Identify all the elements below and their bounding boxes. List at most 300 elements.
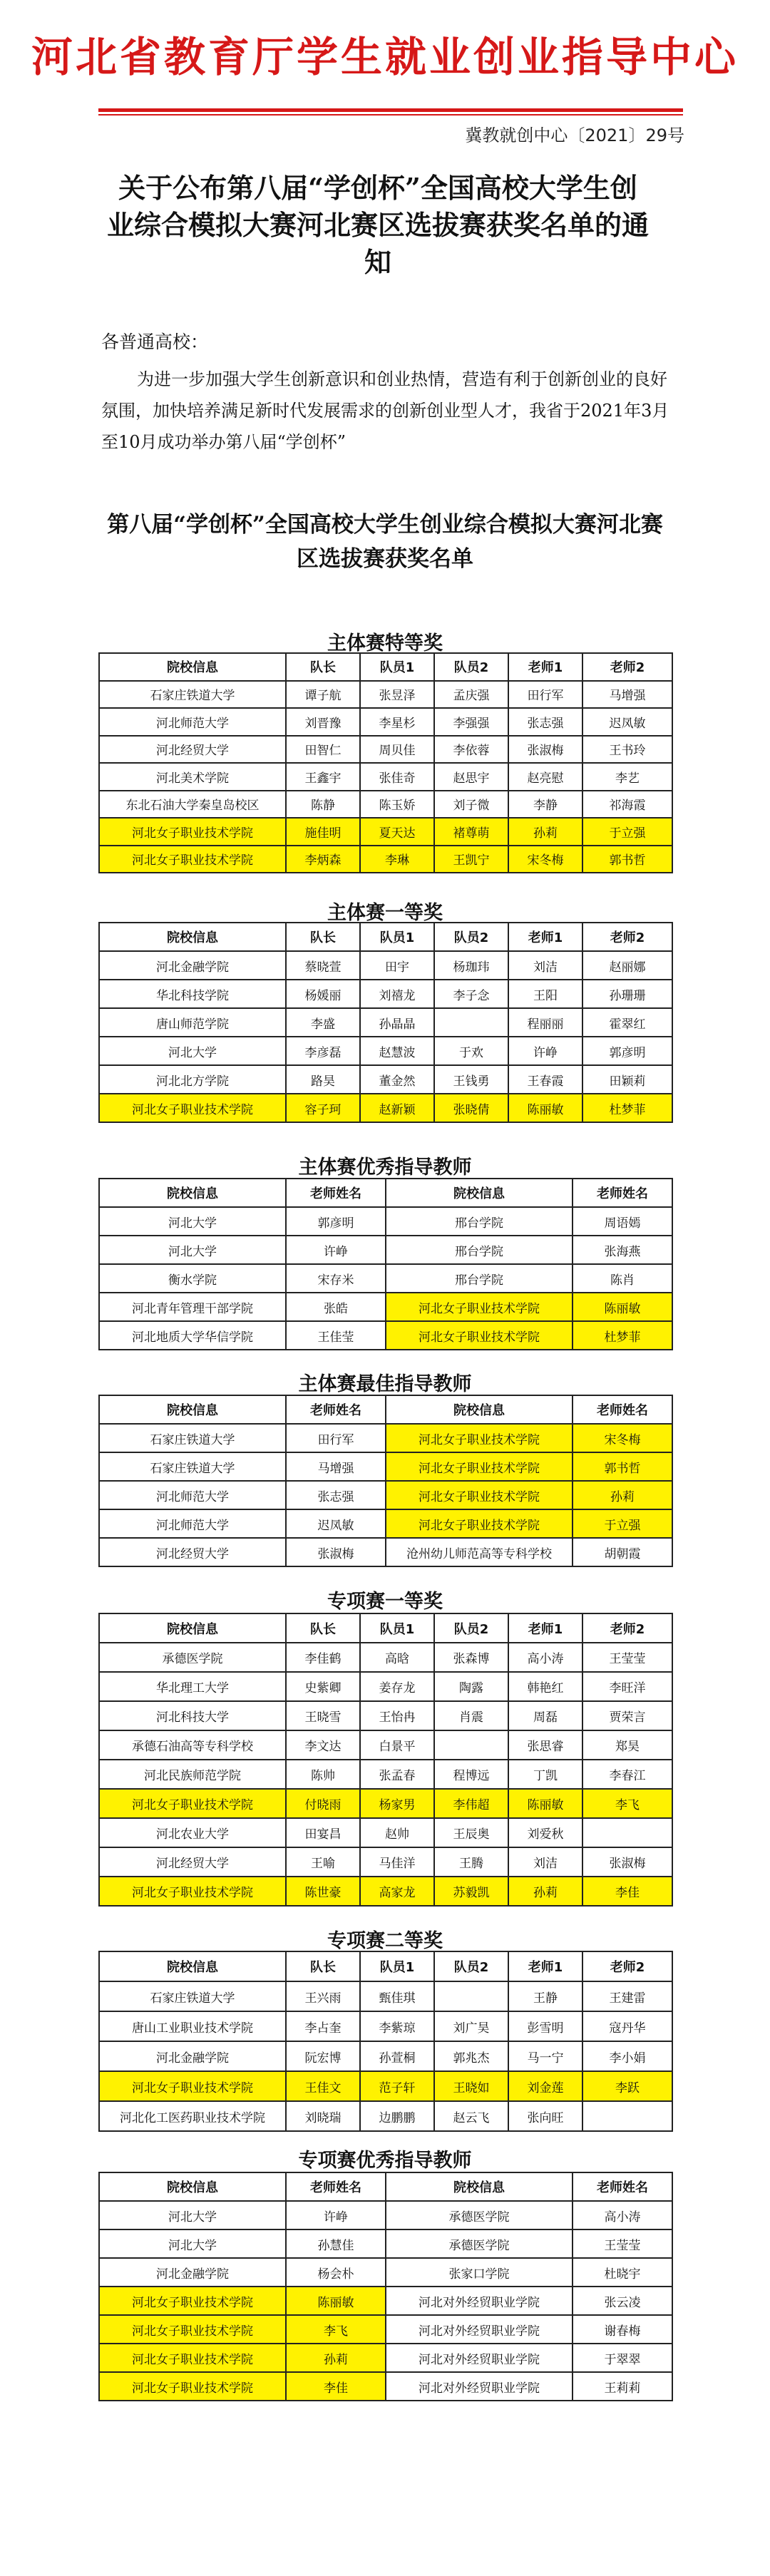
name-cell: 郑昊	[582, 1730, 672, 1760]
table-row	[99, 1847, 672, 1877]
name-cell: 高小涛	[508, 1643, 582, 1672]
table-row	[99, 1094, 672, 1122]
school-cell: 河北女子职业技术学院	[99, 2344, 286, 2372]
column-header: 院校信息	[99, 1395, 286, 1424]
teacher-table	[98, 2172, 673, 2401]
name-cell: 甄佳琪	[360, 1981, 434, 2011]
school-cell: 河北对外经贸职业学院	[386, 2344, 573, 2372]
name-cell: 张森博	[434, 1643, 508, 1672]
name-cell: 王阳	[508, 980, 582, 1008]
name-cell: 于欢	[434, 1037, 508, 1065]
name-cell: 王晓如	[434, 2071, 508, 2101]
table-row	[99, 2315, 672, 2344]
name-cell: 杨家男	[360, 1789, 434, 1818]
table-row	[99, 1321, 672, 1350]
school-cell: 河北女子职业技术学院	[386, 1321, 573, 1350]
teacher-name-cell: 宋冬梅	[573, 1424, 672, 1452]
column-header: 老师1	[508, 923, 582, 951]
school-cell: 邢台学院	[386, 1207, 573, 1236]
table-row	[99, 1207, 672, 1236]
teacher-name-cell: 李佳	[286, 2372, 386, 2401]
column-header: 队员2	[434, 653, 508, 681]
school-cell: 河北对外经贸职业学院	[386, 2372, 573, 2401]
table-row	[99, 1008, 672, 1037]
name-cell: 刘晋豫	[286, 708, 360, 736]
school-cell: 河北女子职业技术学院	[386, 1452, 573, 1481]
school-cell: 河北经贸大学	[99, 1538, 286, 1566]
school-cell: 河北金融学院	[99, 2258, 286, 2287]
clipped-table-wrap	[0, 1951, 770, 2136]
teacher-name-cell: 田行军	[286, 1424, 386, 1452]
name-cell: 田智仁	[286, 736, 360, 764]
school-cell: 沧州幼儿师范高等专科学校	[386, 1538, 573, 1566]
column-header: 老师姓名	[286, 1395, 386, 1424]
name-cell: 蔡晓萱	[286, 951, 360, 980]
column-header: 老师1	[508, 1613, 582, 1643]
name-cell: 边鹏鹏	[360, 2101, 434, 2131]
name-cell: 陈丽敏	[508, 1094, 582, 1122]
name-cell: 程博远	[434, 1760, 508, 1789]
teacher-name-cell: 胡朝霞	[573, 1538, 672, 1566]
name-cell: 马一宁	[508, 2041, 582, 2071]
name-cell: 迟凤敏	[582, 708, 672, 736]
teacher-name-cell: 杜梦菲	[573, 1321, 672, 1350]
name-cell: 李艺	[582, 763, 672, 791]
column-header: 院校信息	[99, 1613, 286, 1643]
table-header-row	[99, 1951, 672, 1981]
table-row	[99, 1643, 672, 1672]
school-cell: 河北师范大学	[99, 1481, 286, 1509]
column-header: 老师姓名	[573, 2172, 672, 2201]
table-row	[99, 980, 672, 1008]
teacher-name-cell: 许峥	[286, 2201, 386, 2229]
school-cell: 河北民族师范学院	[99, 1760, 286, 1789]
name-cell: 李佳鹤	[286, 1643, 360, 1672]
teacher-name-cell: 高小涛	[573, 2201, 672, 2229]
school-cell: 河北对外经贸职业学院	[386, 2315, 573, 2344]
teacher-name-cell: 马增强	[286, 1452, 386, 1481]
column-header: 院校信息	[99, 2172, 286, 2201]
name-cell: 李依蓉	[434, 736, 508, 764]
name-cell: 夏天达	[360, 818, 434, 846]
table-row	[99, 1037, 672, 1065]
table-row	[99, 1424, 672, 1452]
table-row	[99, 1481, 672, 1509]
name-cell: 王书玲	[582, 736, 672, 764]
name-cell: 陈静	[286, 791, 360, 819]
red-divider-thick	[98, 108, 683, 112]
table-row	[99, 846, 672, 873]
name-cell: 赵思宇	[434, 763, 508, 791]
table-row	[99, 708, 672, 736]
table-row	[99, 1509, 672, 1538]
teacher-name-cell: 郭彦明	[286, 1207, 386, 1236]
school-cell: 邢台学院	[386, 1236, 573, 1264]
name-cell: 李春江	[582, 1760, 672, 1789]
school-cell: 河北师范大学	[99, 708, 286, 736]
column-header: 队长	[286, 923, 360, 951]
name-cell: 褚尊萌	[434, 818, 508, 846]
award-table	[98, 1951, 673, 2132]
section-title: 主体赛特等奖	[327, 632, 443, 655]
school-cell: 河北女子职业技术学院	[99, 846, 286, 873]
name-cell: 李小娟	[582, 2041, 672, 2071]
teacher-name-cell: 杨会朴	[286, 2258, 386, 2287]
name-cell: 张晓倩	[434, 1094, 508, 1122]
name-cell: 高家龙	[360, 1877, 434, 1906]
name-cell: 付晓雨	[286, 1789, 360, 1818]
column-header: 老师1	[508, 1951, 582, 1981]
school-cell: 河北化工医药职业技术学院	[99, 2101, 286, 2131]
name-cell: 张淑梅	[508, 736, 582, 764]
column-header: 院校信息	[99, 1951, 286, 1981]
column-header: 队长	[286, 1951, 360, 1981]
name-cell: 李文达	[286, 1730, 360, 1760]
table-header-row	[99, 2172, 672, 2201]
name-cell: 马增强	[582, 681, 672, 709]
school-cell: 邢台学院	[386, 1264, 573, 1293]
school-cell: 河北女子职业技术学院	[99, 1789, 286, 1818]
school-cell: 河北女子职业技术学院	[386, 1481, 573, 1509]
name-cell: 陈帅	[286, 1760, 360, 1789]
teacher-name-cell: 王莹莹	[573, 2229, 672, 2258]
name-cell: 赵丽娜	[582, 951, 672, 980]
school-cell: 唐山工业职业技术学院	[99, 2011, 286, 2041]
column-header: 队长	[286, 1613, 360, 1643]
name-cell: 肖震	[434, 1701, 508, 1730]
name-cell: 韩艳红	[508, 1672, 582, 1701]
school-cell: 唐山师范学院	[99, 1008, 286, 1037]
column-header: 老师1	[508, 653, 582, 681]
school-cell: 石家庄铁道大学	[99, 1981, 286, 2011]
name-cell: 王凯宁	[434, 846, 508, 873]
name-cell: 李跃	[582, 2071, 672, 2101]
name-cell: 李彦磊	[286, 1037, 360, 1065]
name-cell: 李飞	[582, 1789, 672, 1818]
table-header-row	[99, 1179, 672, 1207]
name-cell	[434, 1008, 508, 1037]
name-cell: 田宇	[360, 951, 434, 980]
name-cell: 杜梦菲	[582, 1094, 672, 1122]
school-cell: 河北农业大学	[99, 1818, 286, 1847]
column-header: 老师姓名	[573, 1179, 672, 1207]
school-cell: 河北科技大学	[99, 1701, 286, 1730]
name-cell: 彭雪明	[508, 2011, 582, 2041]
table-row	[99, 1818, 672, 1847]
table-row	[99, 791, 672, 819]
column-header: 老师2	[582, 1951, 672, 1981]
table-row	[99, 1701, 672, 1730]
school-cell: 河北地质大学华信学院	[99, 1321, 286, 1350]
award-table	[98, 652, 673, 873]
school-cell: 华北理工大学	[99, 1672, 286, 1701]
table-row	[99, 1730, 672, 1760]
teacher-name-cell: 于翠翠	[573, 2344, 672, 2372]
teacher-name-cell: 陈丽敏	[573, 1293, 672, 1321]
teacher-name-cell: 王莉莉	[573, 2372, 672, 2401]
column-header: 老师姓名	[286, 1179, 386, 1207]
school-cell: 河北经贸大学	[99, 1847, 286, 1877]
name-cell: 李旺洋	[582, 1672, 672, 1701]
school-cell: 石家庄铁道大学	[99, 1424, 286, 1452]
school-cell: 河北大学	[99, 1037, 286, 1065]
name-cell: 孙晶晶	[360, 1008, 434, 1037]
teacher-name-cell: 孙莉	[573, 1481, 672, 1509]
teacher-name-cell: 孙慧佳	[286, 2229, 386, 2258]
school-cell: 承德医学院	[386, 2229, 573, 2258]
name-cell: 程丽丽	[508, 1008, 582, 1037]
name-cell: 王莹莹	[582, 1643, 672, 1672]
name-cell: 王兴雨	[286, 1981, 360, 2011]
section-title: 主体赛一等奖	[327, 902, 443, 924]
name-cell: 刘洁	[508, 951, 582, 980]
teacher-name-cell: 张云凌	[573, 2287, 672, 2315]
school-cell: 河北大学	[99, 2229, 286, 2258]
school-cell: 河北女子职业技术学院	[99, 818, 286, 846]
name-cell: 郭兆杰	[434, 2041, 508, 2071]
column-header: 院校信息	[386, 1179, 573, 1207]
column-header: 老师2	[582, 1613, 672, 1643]
school-cell: 河北女子职业技术学院	[99, 2315, 286, 2344]
name-cell: 丁凯	[508, 1760, 582, 1789]
teacher-name-cell: 张志强	[286, 1481, 386, 1509]
teacher-name-cell: 李飞	[286, 2315, 386, 2344]
column-header: 院校信息	[99, 923, 286, 951]
name-cell: 周贝佳	[360, 736, 434, 764]
name-cell: 李占奎	[286, 2011, 360, 2041]
name-cell: 范子轩	[360, 2071, 434, 2101]
table-row	[99, 763, 672, 791]
column-header: 队员2	[434, 1951, 508, 1981]
name-cell: 容子珂	[286, 1094, 360, 1122]
name-cell: 陈丽敏	[508, 1789, 582, 1818]
school-cell: 河北青年管理干部学院	[99, 1293, 286, 1321]
table-row	[99, 2201, 672, 2229]
salutation: 各普通高校：	[101, 332, 209, 352]
name-cell: 刘子微	[434, 791, 508, 819]
school-cell: 河北金融学院	[99, 2041, 286, 2071]
name-cell: 李伟超	[434, 1789, 508, 1818]
name-cell: 李佳	[582, 1877, 672, 1906]
table-row	[99, 2258, 672, 2287]
name-cell: 张孟春	[360, 1760, 434, 1789]
name-cell: 陶露	[434, 1672, 508, 1701]
name-cell	[582, 1818, 672, 1847]
name-cell: 刘晓瑞	[286, 2101, 360, 2131]
column-header: 老师姓名	[573, 1395, 672, 1424]
document-number: 冀教就创中心〔2021〕29号	[465, 125, 684, 145]
name-cell	[582, 2101, 672, 2131]
name-cell: 刘金莲	[508, 2071, 582, 2101]
teacher-name-cell: 张海燕	[573, 1236, 672, 1264]
teacher-name-cell: 于立强	[573, 1509, 672, 1538]
name-cell: 田宴昌	[286, 1818, 360, 1847]
name-cell: 刘洁	[508, 1847, 582, 1877]
school-cell: 河北女子职业技术学院	[99, 2372, 286, 2401]
table-row	[99, 1293, 672, 1321]
table-row	[99, 2229, 672, 2258]
name-cell: 陈玉娇	[360, 791, 434, 819]
name-cell: 赵新颖	[360, 1094, 434, 1122]
name-cell: 张志强	[508, 708, 582, 736]
notice-title: 关于公布第八届“学创杯”全国高校大学生创业综合模拟大赛河北赛区选拔赛获奖名单的通知	[107, 172, 650, 278]
name-cell: 王建雷	[582, 1981, 672, 2011]
name-cell: 孙萱桐	[360, 2041, 434, 2071]
school-cell: 承德医学院	[386, 2201, 573, 2229]
name-cell: 马佳洋	[360, 1847, 434, 1877]
name-cell: 王晓雪	[286, 1701, 360, 1730]
school-cell: 河北大学	[99, 1236, 286, 1264]
table-row	[99, 2344, 672, 2372]
column-header: 队员1	[360, 923, 434, 951]
teacher-name-cell: 陈丽敏	[286, 2287, 386, 2315]
teacher-name-cell: 张淑梅	[286, 1538, 386, 1566]
table-header-row	[99, 1395, 672, 1424]
name-cell	[434, 1730, 508, 1760]
section-title: 专项赛优秀指导教师	[298, 2150, 472, 2172]
column-header: 院校信息	[386, 1395, 573, 1424]
name-cell: 杨珈玮	[434, 951, 508, 980]
name-cell: 许峥	[508, 1037, 582, 1065]
name-cell: 张思睿	[508, 1730, 582, 1760]
table-row	[99, 1538, 672, 1566]
teacher-name-cell: 谢春梅	[573, 2315, 672, 2344]
school-cell: 承德石油高等专科学校	[99, 1730, 286, 1760]
column-header: 老师2	[582, 653, 672, 681]
award-list-title: 第八届“学创杯”全国高校大学生创业综合模拟大赛河北赛区选拔赛获奖名单	[107, 512, 663, 572]
name-cell: 路昊	[286, 1065, 360, 1094]
name-cell: 王钱勇	[434, 1065, 508, 1094]
name-cell: 孙莉	[508, 818, 582, 846]
teacher-name-cell: 迟凤敏	[286, 1509, 386, 1538]
name-cell: 陈世豪	[286, 1877, 360, 1906]
name-cell: 张昱泽	[360, 681, 434, 709]
name-cell: 刘广昊	[434, 2011, 508, 2041]
school-cell: 河北女子职业技术学院	[386, 1509, 573, 1538]
name-cell: 王鑫宇	[286, 763, 360, 791]
name-cell: 王辰奥	[434, 1818, 508, 1847]
table-row	[99, 2101, 672, 2131]
teacher-table	[98, 1178, 673, 1350]
name-cell: 赵帅	[360, 1818, 434, 1847]
school-cell: 河北北方学院	[99, 1065, 286, 1094]
teacher-name-cell: 郭书哲	[573, 1452, 672, 1481]
school-cell: 河北对外经贸职业学院	[386, 2287, 573, 2315]
section-title: 专项赛二等奖	[327, 1930, 443, 1952]
table-row	[99, 818, 672, 846]
column-header: 院校信息	[386, 2172, 573, 2201]
name-cell: 李星杉	[360, 708, 434, 736]
name-cell: 阮宏博	[286, 2041, 360, 2071]
name-cell: 王喻	[286, 1847, 360, 1877]
school-cell: 石家庄铁道大学	[99, 1452, 286, 1481]
table-row	[99, 1452, 672, 1481]
column-header: 队员2	[434, 1613, 508, 1643]
name-cell: 张向旺	[508, 2101, 582, 2131]
teacher-name-cell: 孙莉	[286, 2344, 386, 2372]
teacher-name-cell: 杜晓宇	[573, 2258, 672, 2287]
award-table	[98, 1613, 673, 1907]
table-row	[99, 2011, 672, 2041]
section-title: 主体赛最佳指导教师	[298, 1373, 472, 1395]
name-cell: 张淑梅	[582, 1847, 672, 1877]
school-cell: 河北女子职业技术学院	[99, 1877, 286, 1906]
name-cell: 李炳森	[286, 846, 360, 873]
name-cell: 赵亮慰	[508, 763, 582, 791]
table-row	[99, 1065, 672, 1094]
name-cell: 杨媛丽	[286, 980, 360, 1008]
column-header: 院校信息	[99, 653, 286, 681]
table-row	[99, 1760, 672, 1789]
name-cell: 贾荣言	[582, 1701, 672, 1730]
name-cell: 寇丹华	[582, 2011, 672, 2041]
name-cell: 周磊	[508, 1701, 582, 1730]
table-row	[99, 1981, 672, 2011]
column-header: 老师姓名	[286, 2172, 386, 2201]
school-cell: 河北金融学院	[99, 951, 286, 980]
table-row	[99, 951, 672, 980]
name-cell: 王静	[508, 1981, 582, 2011]
table-header-row	[99, 923, 672, 951]
column-header: 队员1	[360, 1951, 434, 1981]
school-cell: 河北大学	[99, 1207, 286, 1236]
name-cell: 李强强	[434, 708, 508, 736]
name-cell: 于立强	[582, 818, 672, 846]
name-cell: 姜存龙	[360, 1672, 434, 1701]
table-row	[99, 1264, 672, 1293]
table-row	[99, 2287, 672, 2315]
school-cell: 东北石油大学秦皇岛校区	[99, 791, 286, 819]
name-cell: 田颖莉	[582, 1065, 672, 1094]
school-cell: 河北师范大学	[99, 1509, 286, 1538]
name-cell: 白景平	[360, 1730, 434, 1760]
notice-paragraph: 为进一步加强大学生创新意识和创业热情，营造有利于创新创业的良好氛围，加快培养满足新时代发展需求的创新创业型人才，我省于2021年3月至10月成功举办第八届“学创杯”	[101, 369, 669, 452]
name-cell: 孙莉	[508, 1877, 582, 1906]
name-cell: 王佳文	[286, 2071, 360, 2101]
name-cell	[434, 1981, 508, 2011]
school-cell: 河北女子职业技术学院	[99, 2071, 286, 2101]
name-cell: 高晗	[360, 1643, 434, 1672]
school-cell: 衡水学院	[99, 1264, 286, 1293]
name-cell: 谭子航	[286, 681, 360, 709]
table-row	[99, 1789, 672, 1818]
school-cell: 承德医学院	[99, 1643, 286, 1672]
school-cell: 张家口学院	[386, 2258, 573, 2287]
name-cell: 李盛	[286, 1008, 360, 1037]
name-cell: 祁海霞	[582, 791, 672, 819]
teacher-name-cell: 王佳莹	[286, 1321, 386, 1350]
name-cell: 王怡冉	[360, 1701, 434, 1730]
table-row	[99, 681, 672, 709]
table-row	[99, 2071, 672, 2101]
column-header: 队员1	[360, 653, 434, 681]
column-header: 队员2	[434, 923, 508, 951]
school-cell: 河北大学	[99, 2201, 286, 2229]
name-cell: 赵云飞	[434, 2101, 508, 2131]
column-header: 队长	[286, 653, 360, 681]
name-cell: 李紫琼	[360, 2011, 434, 2041]
school-cell: 石家庄铁道大学	[99, 681, 286, 709]
name-cell: 李静	[508, 791, 582, 819]
masthead-title: 河北省教育厅学生就业创业指导中心	[31, 33, 739, 81]
name-cell: 苏毅凯	[434, 1877, 508, 1906]
name-cell: 李琳	[360, 846, 434, 873]
table-row	[99, 736, 672, 764]
name-cell: 孙珊珊	[582, 980, 672, 1008]
name-cell: 王腾	[434, 1847, 508, 1877]
name-cell: 李子念	[434, 980, 508, 1008]
school-cell: 河北女子职业技术学院	[386, 1293, 573, 1321]
